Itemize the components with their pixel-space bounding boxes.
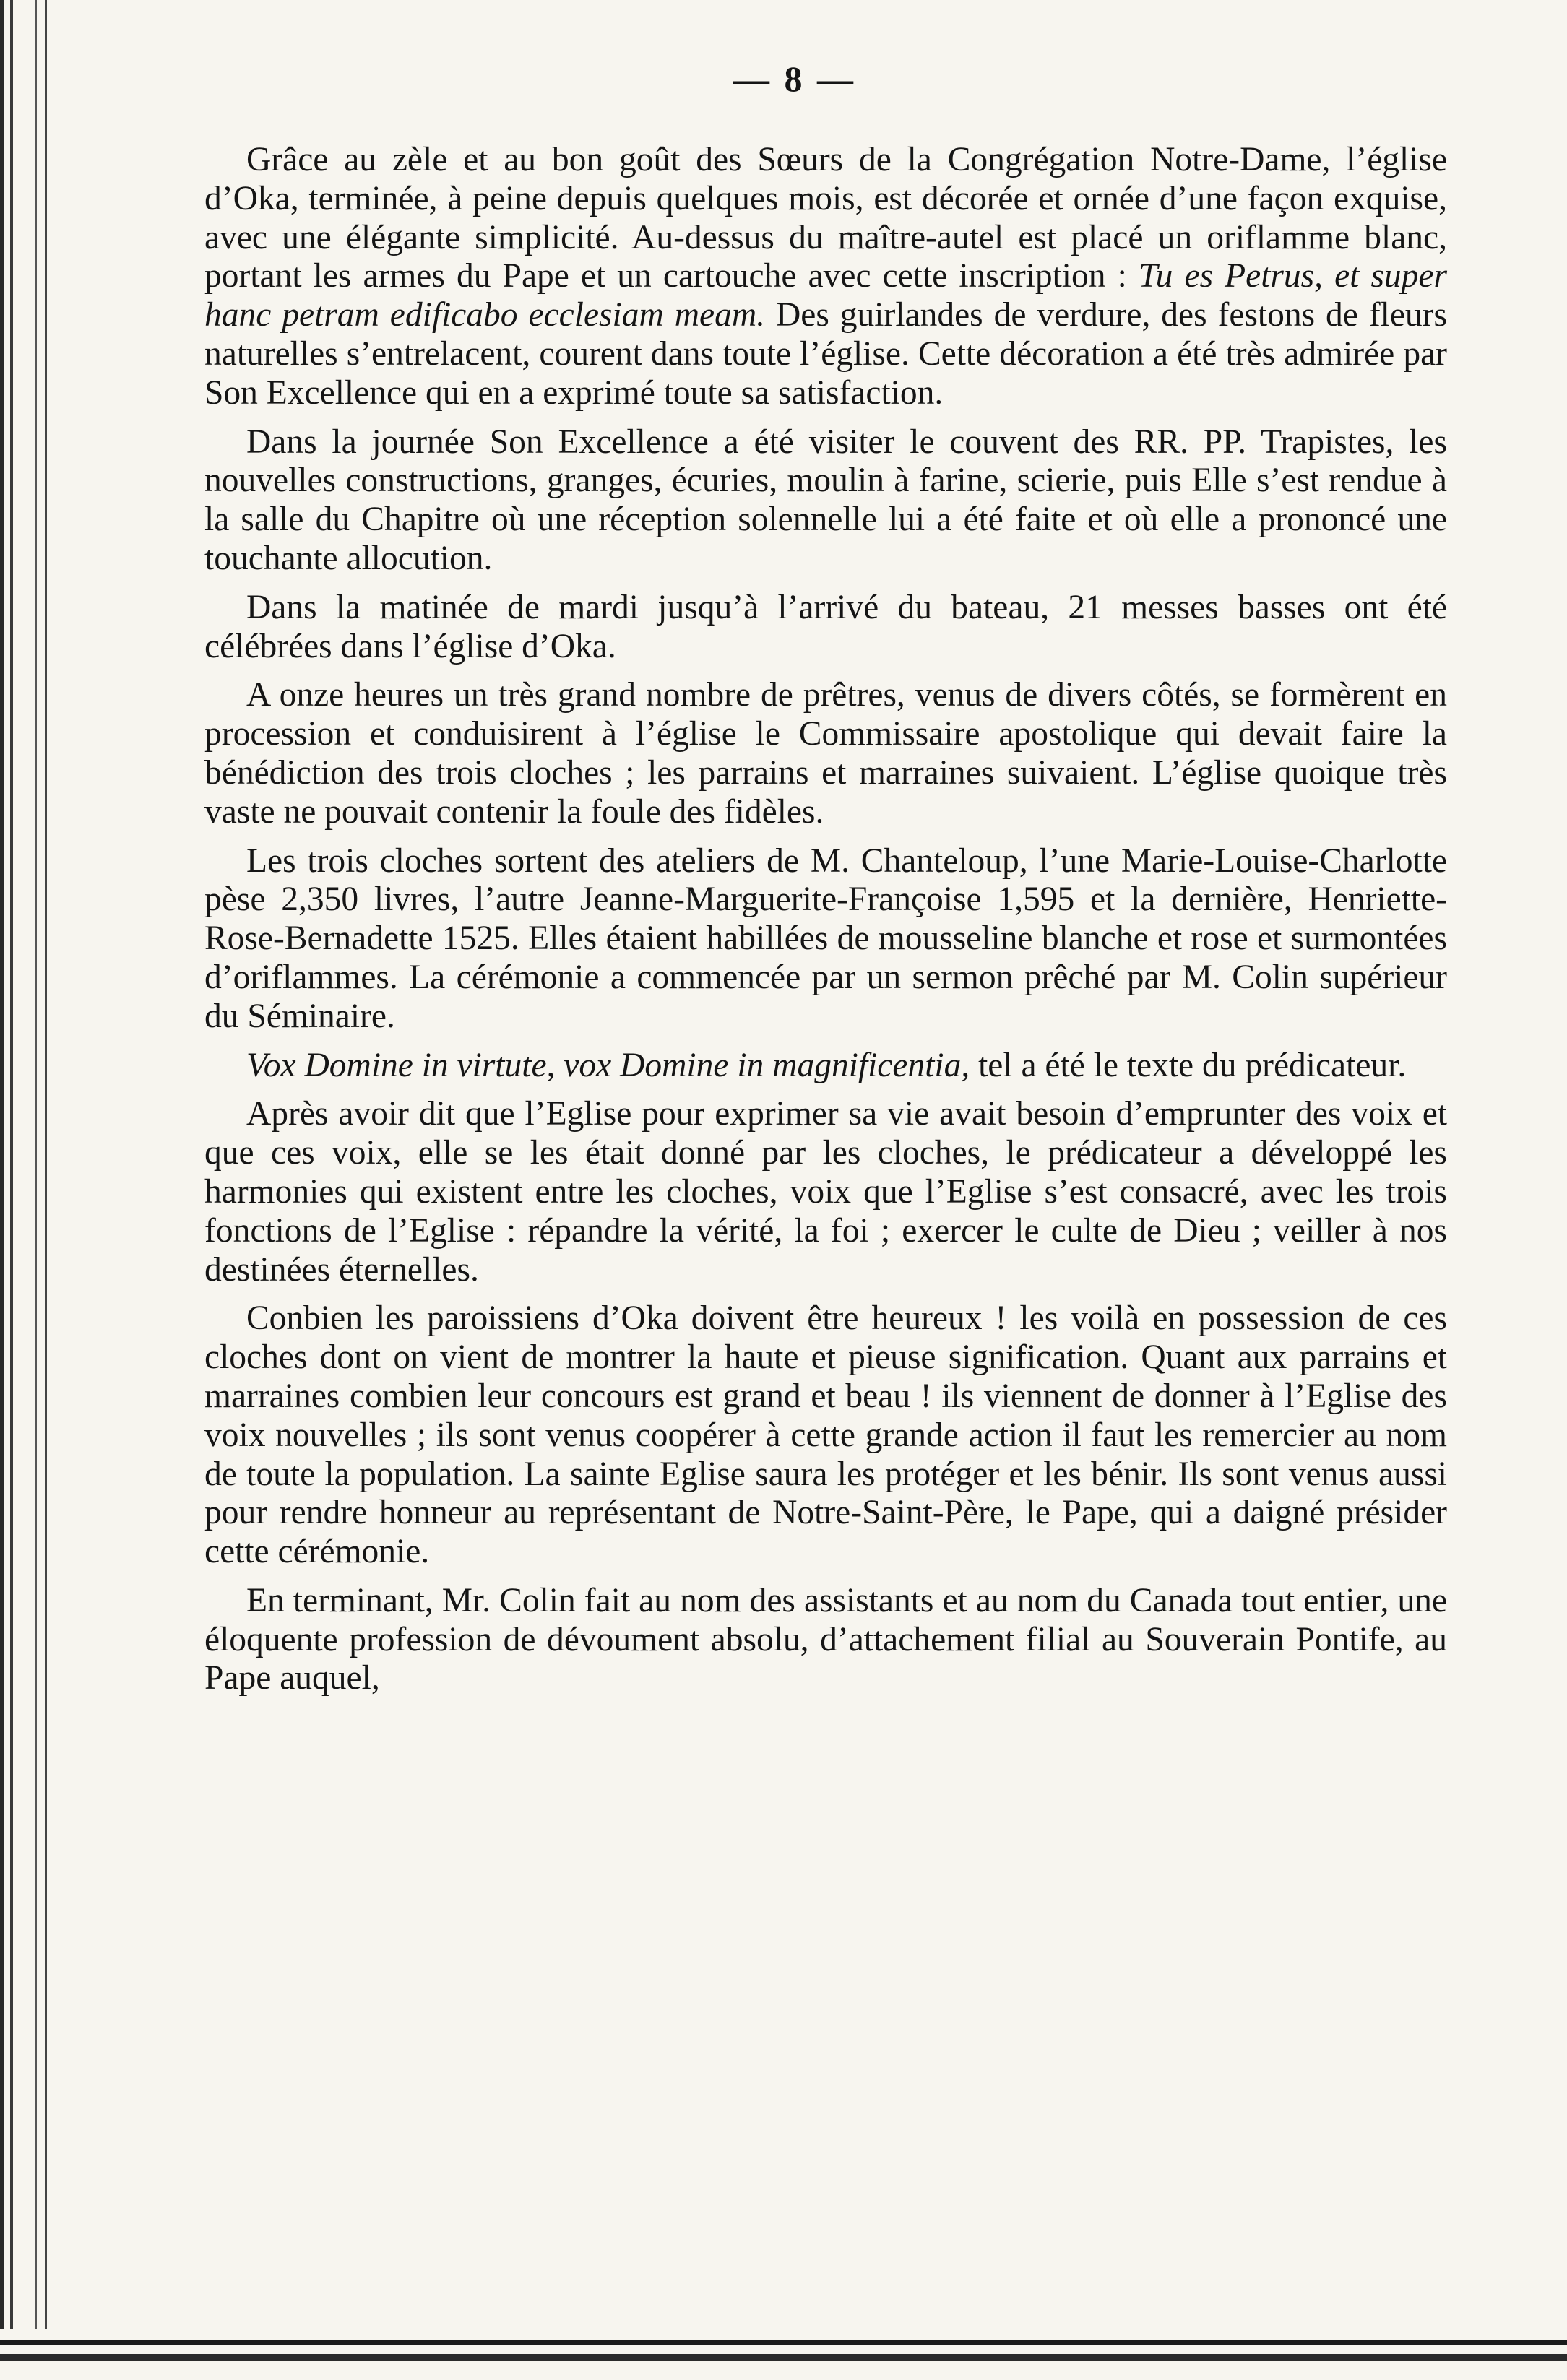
page-bottom-edge: [0, 2329, 1567, 2380]
paragraph-7: Après avoir dit que l’Eglise pour exprimer sa vie avait besoin d’emprunter des voix et que ces voix, elle se les était donné par les cloches, le prédicateur a développé les harmonies qui existent entre les cloches, voix que l’Eglise s’est consacré, avec les trois fonctions de l’Eglise : répandre la vérité, la foi ; exercer le culte de Dieu ; veiller à nos destinées éternelles.: [204, 1095, 1447, 1289]
paragraph-1-text-continued: Des guirlandes de verdure, des festons de fleurs naturelles s’entrelacent, courent dans toute l’église. Cette décoration a été très admirée par Son Excellence qui en a exprimé toute sa satisfaction.: [204, 296, 1447, 412]
page-binding-edge: [0, 0, 58, 2380]
paragraph-1-text: Grâce au zèle et au bon goût des Sœurs de la Congrégation Notre-Dame, l’église d’Oka, terminée, à peine depuis quelques mois, est décorée et ornée d’une façon exquise, avec une élégante simplicité. Au-dessus du maître-autel est placé un oriflamme blanc, portant les armes du Pape et un cartouche avec cette inscription :: [204, 141, 1447, 295]
paragraph-6: [204, 1047, 1447, 1086]
page-number: — 8 —: [733, 59, 856, 99]
paragraph-1: [204, 141, 1447, 413]
paragraph-2: Dans la journée Son Excellence a été visiter le couvent des RR. PP. Trapistes, les nouvelles constructions, granges, écuries, moulin à farine, scierie, puis Elle s’est rendue à la salle du Chapitre où une réception solennelle lui a été faite et où elle a prononcé une touchante allocution.: [204, 423, 1447, 577]
paragraph-4: A onze heures un très grand nombre de prêtres, venus de divers côtés, se formèrent en procession et conduisirent à l’église le Commissaire apostolique qui devait faire la bénédiction des trois cloches ; les parrains et marraines suivaient. L’église quoique très vaste ne pouvait contenir la foule des fidèles.: [204, 676, 1447, 831]
paragraph-6-latin-text: Vox Domine in virtute, vox Domine in magnificentia,: [246, 1046, 970, 1084]
article-body: [204, 141, 1447, 1708]
paragraph-6-text: tel a été le texte du prédicateur.: [970, 1046, 1407, 1084]
paragraph-5: Les trois cloches sortent des ateliers de M. Chanteloup, l’une Marie-Louise-Charlotte pèse 2,350 livres, l’autre Jeanne-Marguerite-Françoise 1,595 et la dernière, Henriette-Rose-Bernadette 1525. Elles étaient habillées de mousseline blanche et rose et surmontées d’oriflammes. La cérémonie a commencée par un sermon prêché par M. Colin supérieur du Séminaire.: [204, 841, 1447, 1035]
paragraph-8: Conbien les paroissiens d’Oka doivent être heureux ! les voilà en possession de ces cloches dont on vient de montrer la haute et pieuse signification. Quant aux parrains et marraines combien leur concours est grand et beau ! ils viennent de donner à l’Eglise des voix nouvelles ; ils sont venus coopérer à cette grande action il faut les remercier au nom de toute la population. La sainte Eglise saura les protéger et les bénir. Ils sont venus aussi pour rendre honneur au représentant de Notre-Saint-Père, le Pape, qui a daigné présider cette cérémonie.: [204, 1299, 1447, 1571]
paragraph-1-latin-inscription: Tu es Petrus, et super hanc petram edificabo ecclesiam meam.: [204, 257, 1447, 334]
paragraph-3: Dans la matinée de mardi jusqu’à l’arrivé du bateau, 21 messes basses ont été célébrées dans l’église d’Oka.: [204, 588, 1447, 665]
paragraph-9: En terminant, Mr. Colin fait au nom des assistants et au nom du Canada tout entier, une éloquente profession de dévoument absolu, d’attachement filial au Souverain Pontife, au Pape auquel,: [204, 1581, 1447, 1697]
